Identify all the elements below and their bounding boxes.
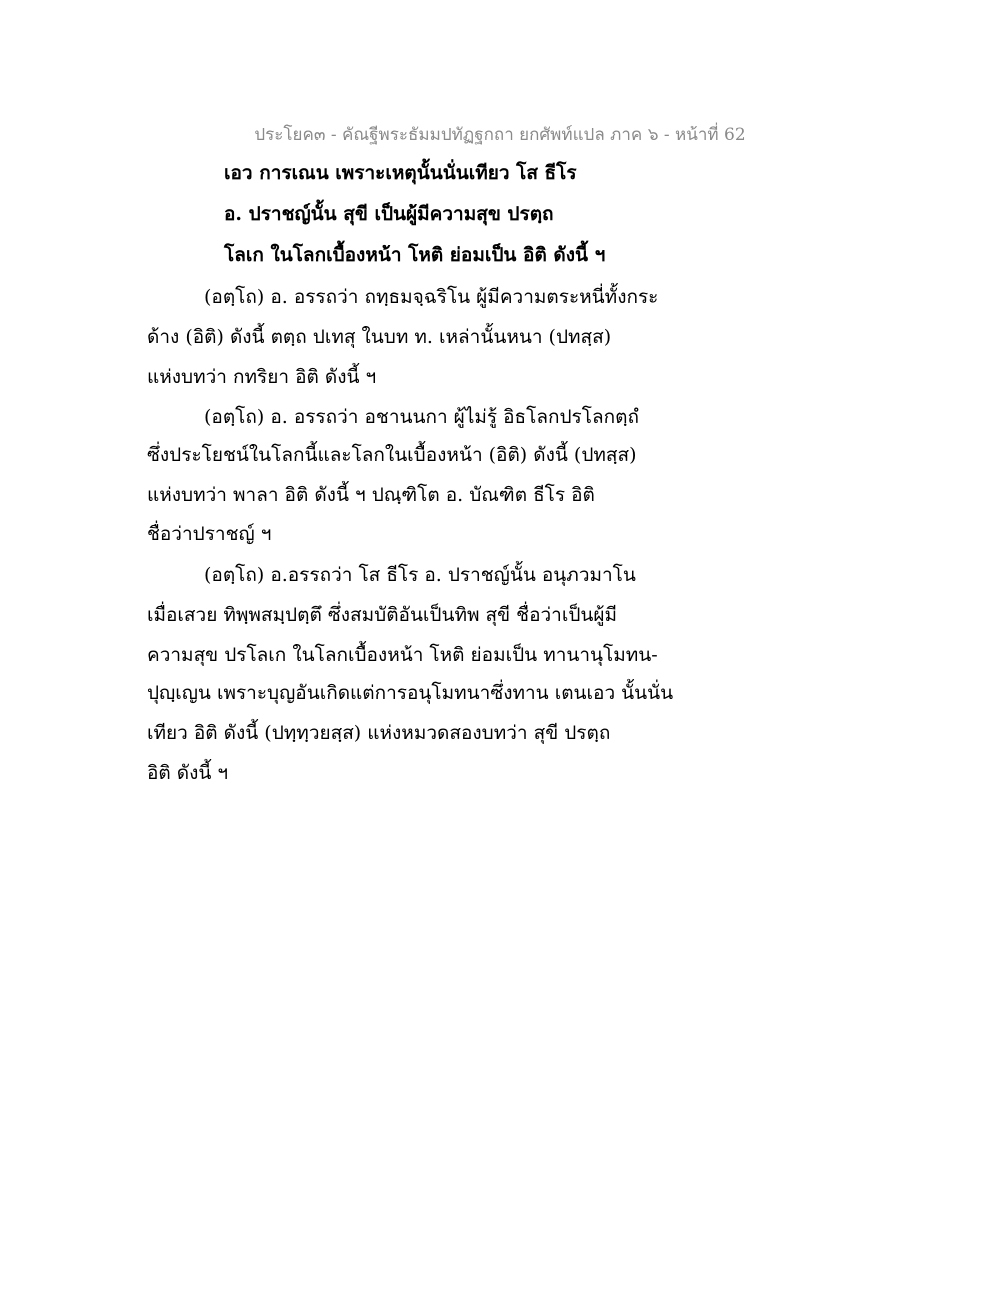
paragraph-line: ด้าง (อิติ) ดังนี้ ตตฺถ ปเทสุ ในบท ท. เหล่านั้นหนา (ปทสฺส) [147,326,612,348]
paragraph-line: ซึ่งประโยชน์ในโลกนี้และโลกในเบื้องหน้า (อิติ) ดังนี้ (ปทสฺส) [147,444,637,466]
paragraph-line: แห่งบทว่า พาลา อิติ ดังนี้ ฯ ปณฺฑิโต อ. บัณฑิต ธีโร อิติ [147,484,595,506]
paragraph-line: แห่งบทว่า กทริยา อิติ ดังนี้ ฯ [147,366,377,388]
verse-line: อ. ปราชญ์นั้น สุขี เป็นผู้มีความสุข ปรตฺถ [224,203,554,225]
running-header: ประโยค๓ - คัณฐีพระธัมมปทัฏฐกถา ยกศัพท์แปล ภาค ๖ - หน้าที่ 62 [254,125,746,145]
paragraph-line: (อตฺโถ) อ. อรรถว่า อชานนกา ผู้ไม่รู้ อิธโลกปรโลกตฺถํ [204,406,639,428]
paragraph-line: ชื่อว่าปราชญ์ ฯ [147,523,272,545]
paragraph-line: ปุญฺเญน เพราะบุญอันเกิดแต่การอนุโมทนาซึ่งทาน เตนเอว นั้นนั่น [147,682,674,704]
paragraph-line: เทียว อิติ ดังนี้ (ปทฺทฺวยสฺส) แห่งหมวดสองบทว่า สุขี ปรตฺถ [147,722,611,744]
verse-line: เอว การเณน เพราะเหตุนั้นนั่นเทียว โส ธีโร [224,162,577,184]
verse-line: โลเก ในโลกเบื้องหน้า โหติ ย่อมเป็น อิติ ดังนี้ ฯ [224,244,606,266]
paragraph-line: (อตฺโถ) อ. อรรถว่า ถทฺธมจฺฉริโน ผู้มีความตระหนี่ทั้งกระ [204,286,659,308]
paragraph-line: ความสุข ปรโลเก ในโลกเบื้องหน้า โหติ ย่อมเป็น ทานานุโมทน- [147,644,658,666]
paragraph-line: อิติ ดังนี้ ฯ [147,762,229,784]
paragraph-line: (อตฺโถ) อ.อรรถว่า โส ธีโร อ. ปราชญ์นั้น อนุภวมาโน [204,564,636,586]
paragraph-line: เมื่อเสวย ทิพฺพสมฺปตฺตึ ซึ่งสมบัติอันเป็นทิพ สุขี ชื่อว่าเป็นผู้มี [147,604,618,626]
